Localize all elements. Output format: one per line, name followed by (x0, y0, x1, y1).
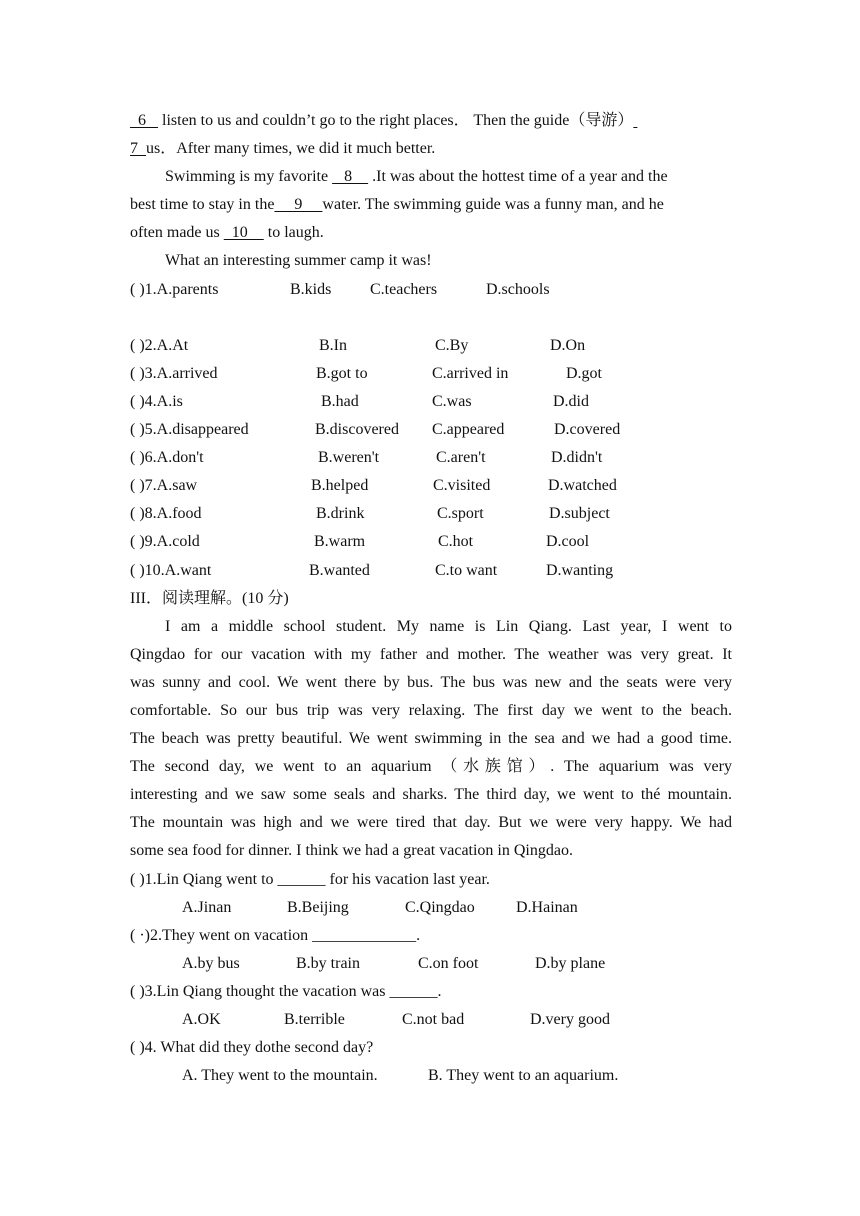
reading-question-stem: ( )1.Lin Qiang went to ______ for his vacation last year. (130, 870, 490, 888)
blank-10: 10 (223, 224, 264, 242)
option-c: C.By (435, 336, 469, 354)
exam-page (130, 107, 732, 1090)
option-a: A.Jinan (182, 898, 232, 916)
option-a: A.OK (182, 1011, 221, 1028)
reading-question-options (130, 950, 732, 978)
cloze-line-4 (130, 191, 732, 219)
question-number-option-a: ( )7.A.saw (130, 477, 198, 495)
option-b: B.by train (296, 954, 360, 972)
cloze-text: water. The swimming guide was a funny man, and he (322, 196, 664, 214)
question-number-option-a: ( )1.A.parents (130, 280, 219, 298)
option-d: D.didn't (551, 449, 603, 467)
option-c: C.hot (438, 533, 474, 551)
passage-line: The mountain was high and we were tired that day. But we were very happy. We had (130, 814, 732, 832)
cloze-text: often made us (130, 224, 224, 242)
question-number-option-a: ( )10.A.want (130, 561, 212, 579)
question-number-option-a: ( )5.A.disappeared (130, 421, 249, 439)
option-c: C.not bad (402, 1011, 465, 1028)
option-b: B.warm (314, 533, 366, 551)
cloze-text: best time to stay in the (130, 196, 275, 214)
option-b: B.helped (311, 477, 369, 495)
reading-question-stem: ( ·)2.They went on vacation _____________. (130, 926, 421, 944)
question-number-option-a: ( )3.A.arrived (130, 364, 218, 382)
option-b: B. They went to an aquarium. (428, 1067, 619, 1085)
option-d: D.did (553, 392, 589, 410)
option-d: D.cool (546, 533, 590, 551)
cloze-text: listen to us and couldn’t go to the right places． Then the guide（导游） (158, 112, 634, 129)
cloze-line-6 (130, 247, 732, 275)
passage-line: was sunny and cool. We went there by bus. The bus was new and the seats were very (130, 673, 732, 691)
option-b: B.terrible (284, 1011, 345, 1028)
cloze-text: us．After many times, we did it much better. (146, 140, 436, 158)
option-b: B.had (321, 392, 359, 410)
cloze-question (130, 444, 732, 472)
option-c: C.on foot (418, 954, 479, 972)
reading-question-options (130, 1006, 732, 1034)
question-number-option-a: ( )2.A.At (130, 336, 189, 354)
option-d: D.by plane (535, 954, 606, 972)
cloze-text: to laugh. (263, 224, 324, 242)
cloze-question (130, 332, 732, 360)
blank-7: 7 (130, 140, 146, 158)
option-b: B.kids (290, 280, 332, 298)
option-c: C.arrived in (432, 364, 509, 382)
passage-line: The beach was pretty beautiful. We went swimming in the sea and we had a good time. (130, 730, 732, 748)
cloze-text: What an interesting summer camp it was! (165, 252, 432, 270)
reading-question-stem: ( )4. What did they dothe second day? (130, 1039, 374, 1057)
reading-question-stem: ( )3.Lin Qiang thought the vacation was ______. (130, 982, 442, 1000)
cloze-text: Swimming is my favorite (165, 168, 333, 186)
cloze-text: .It was about the hottest time of a year and the (368, 168, 668, 186)
option-d: D.very good (530, 1011, 610, 1028)
option-d: D.Hainan (516, 898, 578, 916)
cloze-line-2 (130, 135, 732, 163)
option-a: A. They went to the mountain. (182, 1067, 378, 1085)
cloze-question (130, 472, 732, 500)
option-c: C.was (432, 392, 472, 410)
option-c: C.to want (435, 561, 498, 579)
cloze-question (130, 500, 732, 528)
cloze-question (130, 360, 732, 388)
passage-line: comfortable. So our bus trip was very relaxing. The first day we went to the beach. (130, 701, 732, 719)
option-c: C.teachers (370, 280, 438, 298)
option-c: C.sport (437, 505, 484, 523)
option-b: B.drink (316, 505, 365, 523)
passage-line: interesting and we saw some seals and sharks. The third day, we went to thé mountain. (130, 786, 732, 804)
option-d: D.covered (554, 421, 621, 439)
option-a: A.by bus (182, 954, 240, 972)
question-number-option-a: ( )4.A.is (130, 392, 183, 410)
reading-question-options (130, 1062, 732, 1090)
passage-line: some sea food for dinner. I think we had a great vacation in Qingdao. (130, 842, 573, 860)
option-b: B.wanted (309, 561, 370, 579)
cloze-line-3 (130, 163, 732, 191)
cloze-question (130, 276, 732, 304)
option-c: C.aren't (436, 449, 486, 467)
passage-line: The second day, we went to an aquarium （水族馆）. The aquarium was very (130, 758, 732, 776)
option-c: C.visited (433, 477, 491, 495)
option-b: B.weren't (318, 449, 380, 467)
spacer (130, 304, 732, 332)
option-b: B.Beijing (287, 898, 349, 916)
cloze-line-1 (130, 107, 732, 135)
blank-8: 8 (332, 168, 369, 186)
option-b: B.discovered (315, 421, 399, 439)
option-b: B.got to (316, 364, 368, 382)
option-b: B.In (319, 336, 347, 354)
question-number-option-a: ( )8.A.food (130, 505, 202, 523)
question-number-option-a: ( )6.A.don't (130, 449, 204, 467)
question-number-option-a: ( )9.A.cold (130, 533, 200, 551)
cloze-question (130, 416, 732, 444)
blank-9: 9 (274, 196, 323, 214)
blank-6: 6 (130, 112, 158, 129)
cloze-question (130, 557, 732, 585)
cloze-line-5 (130, 219, 732, 247)
option-c: C.Qingdao (405, 898, 475, 916)
section-heading: III．阅读理解。(10 分) (130, 589, 289, 607)
option-d: D.wanting (546, 561, 614, 579)
passage-line: Qingdao for our vacation with my father and mother. The weather was very great. It (130, 645, 732, 663)
option-d: D.On (550, 336, 586, 354)
passage-line: I am a middle school student. My name is Lin Qiang. Last year, I went to (165, 617, 732, 635)
option-d: D.subject (549, 505, 610, 523)
option-d: D.got (566, 364, 602, 382)
option-d: D.schools (486, 280, 550, 298)
blank-7-start (633, 112, 637, 129)
option-c: C.appeared (432, 421, 505, 439)
option-d: D.watched (548, 477, 617, 495)
cloze-question (130, 388, 732, 416)
cloze-question (130, 528, 732, 556)
reading-question-options (130, 894, 732, 922)
